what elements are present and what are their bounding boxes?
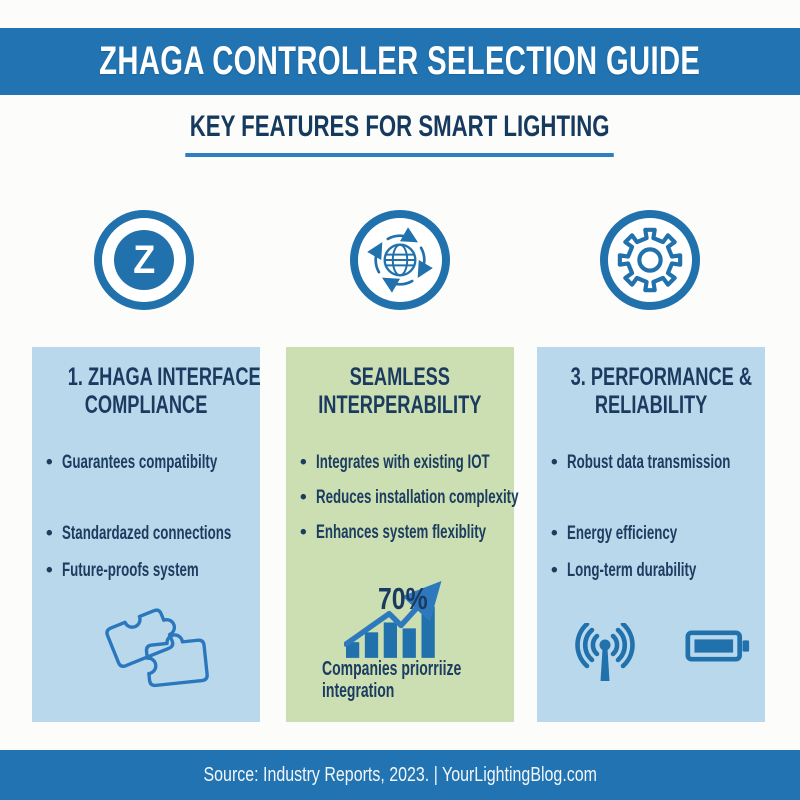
panel-seamless-interoperability xyxy=(286,347,519,722)
z-badge xyxy=(114,230,174,290)
source-attribution: Source: Industry Reports, 2023. | YourLightingBlog.com xyxy=(203,763,597,786)
bullet-dot: • xyxy=(46,523,53,544)
stat-value: 70% xyxy=(378,581,428,616)
bullet-dot: • xyxy=(551,452,558,473)
panel-1-heading-line2: COMPLIANCE xyxy=(84,391,208,419)
panel-2-heading-line1: SEAMLESS xyxy=(349,363,451,391)
panel-3-bullets xyxy=(551,451,765,583)
footer-banner xyxy=(0,750,800,800)
globe-sync-icon xyxy=(350,210,450,310)
panel-1-bullets xyxy=(46,451,260,583)
bullet-item: • Guarantees compatibilty xyxy=(46,452,218,473)
panel-performance-reliability xyxy=(537,347,765,722)
bullet-item: • Future-proofs system xyxy=(46,560,199,581)
bullet-dot: • xyxy=(551,560,558,581)
panel-3-heading-line1: 3. PERFORMANCE & xyxy=(570,363,753,391)
bullet-dot: • xyxy=(551,523,558,544)
wireless-signal-icon xyxy=(563,623,647,683)
panel-2-bullets xyxy=(300,451,519,545)
bullet-item: • Standardazed connections xyxy=(46,523,232,544)
puzzle-pieces-icon xyxy=(90,595,225,707)
panel-1-heading xyxy=(32,347,260,419)
z-glyph: Z xyxy=(133,238,155,282)
page-title: ZHAGA CONTROLLER SELECTION GUIDE xyxy=(99,39,701,83)
battery-icon xyxy=(685,629,751,663)
panel-2-heading-line2: INTERPERABILITY xyxy=(318,391,482,419)
subtitle-wrap xyxy=(0,110,800,157)
bullet-item: • Robust data transmission xyxy=(551,452,731,473)
bullet-dot: • xyxy=(46,560,53,581)
bullet-dot: • xyxy=(300,487,307,508)
bullet-item: • Energy efficiency xyxy=(551,523,678,544)
zhaga-z-icon xyxy=(94,210,194,310)
bullet-item: • Enhances system flexiblity xyxy=(300,522,487,543)
gear-icon xyxy=(600,210,700,310)
bullet-item: • Long-term durability xyxy=(551,560,697,581)
panel-1-heading-line1: 1. ZHAGA INTERFACE xyxy=(67,363,261,391)
panel-2-heading xyxy=(286,347,514,419)
bullet-dot: • xyxy=(46,452,53,473)
bullet-dot: • xyxy=(300,452,307,473)
header-banner xyxy=(0,28,800,95)
bullet-item: • Integrates with existing IOT xyxy=(300,452,490,473)
panel-3-heading-line2: RELIABILITY xyxy=(594,391,708,419)
panel-zhaga-compliance xyxy=(32,347,260,722)
stat-caption: Companies priorriize integration xyxy=(322,658,462,702)
panel-3-heading xyxy=(537,347,765,419)
bullet-item: • Reduces installation complexity xyxy=(300,487,519,508)
page-subtitle: KEY FEATURES FOR SMART LIGHTING xyxy=(186,110,615,157)
bullet-dot: • xyxy=(300,522,307,543)
